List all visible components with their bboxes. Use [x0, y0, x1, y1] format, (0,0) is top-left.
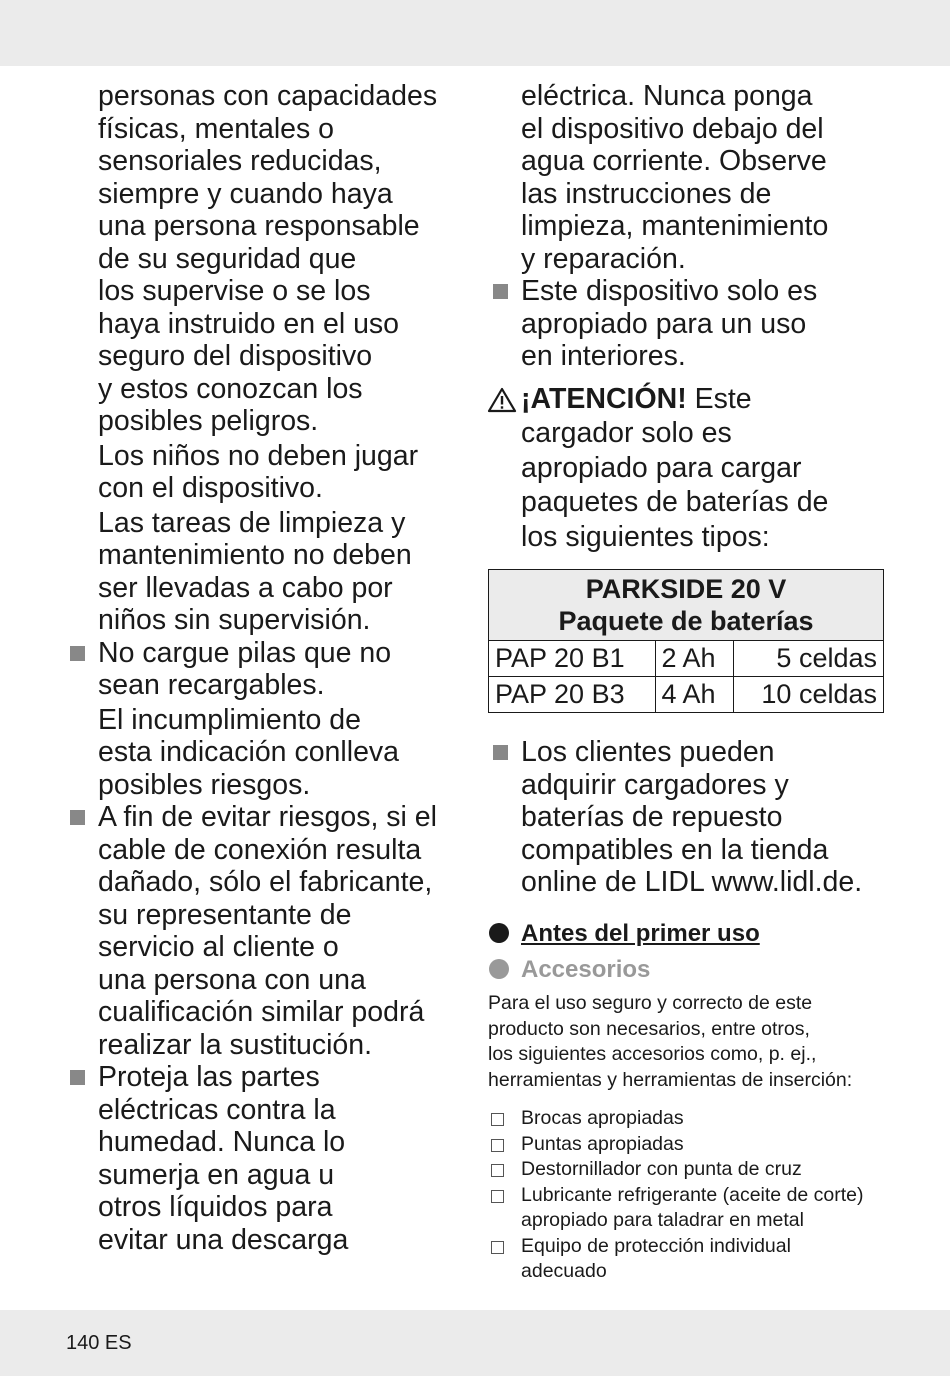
left-column — [98, 80, 470, 1256]
continuation-paragraph: eléctrica. Nunca ponga el dispositivo debajo del agua corriente. Observe las instrucciones de limpieza, mantenimiento y reparación. — [521, 80, 829, 275]
table-row — [489, 677, 884, 713]
checkbox-square-icon — [491, 1139, 504, 1152]
battery-table — [488, 569, 884, 713]
model-cell: PAP 20 B3 — [489, 677, 656, 713]
square-bullet-icon — [70, 646, 85, 661]
square-bullet-icon — [70, 810, 85, 825]
square-bullet-icon — [493, 284, 508, 299]
gray-dot-icon — [489, 959, 509, 979]
bottom-band — [0, 1310, 950, 1376]
checkbox-square-icon — [491, 1241, 504, 1254]
list-item: Puntas apropiadas — [521, 1132, 901, 1158]
cells-cell: 5 celdas — [733, 641, 883, 677]
table-header-cell: PARKSIDE 20 V Paquete de baterías — [489, 570, 884, 641]
accessories-intro: Para el uso seguro y correcto de este producto son necesarios, entre otros, los siguientes accesorios como, p. ej., herramientas y herramientas de inserción: — [488, 992, 853, 1091]
list-item: Equipo de protección individual adecuado — [521, 1234, 901, 1285]
right-column — [521, 80, 901, 554]
non-compliance-paragraph: El incumplimiento de esta indicación conlleva posibles riesgos. — [98, 703, 400, 801]
black-dot-icon — [489, 923, 509, 943]
square-bullet-icon — [70, 1070, 85, 1085]
right-column-lower — [521, 736, 901, 899]
children-play-paragraph: Los niños no deben jugar con el dispositivo. — [98, 439, 419, 504]
cells-cell: 10 celdas — [733, 677, 883, 713]
table-row — [489, 641, 884, 677]
page-number: 140 ES — [66, 1332, 132, 1354]
list-item: Lubricante refrigerante (aceite de corte) apropiado para taladrar en metal — [521, 1183, 901, 1234]
intro-paragraph: personas con capacidades físicas, mentales o sensoriales reducidas, siempre y cuando haya una persona responsable de su seguridad que los supervise o se los haya instruido en el uso seguro del dispositivo y estos conozcan los posibles peligros. — [98, 80, 438, 437]
list-item: Destornillador con punta de cruz — [521, 1157, 901, 1183]
square-bullet-icon — [493, 745, 508, 760]
capacity-cell: 2 Ah — [655, 641, 733, 677]
bullet-humidity: Proteja las partes eléctricas contra la humedad. Nunca lo sumerja en agua u otros líquidos para evitar una descarga — [98, 1061, 470, 1256]
checkbox-square-icon — [491, 1164, 504, 1177]
bullet-non-rechargeable: No cargue pilas que no sean recargables. — [98, 637, 470, 702]
accessories-list — [521, 1106, 901, 1285]
subsection-heading: Accesorios — [521, 956, 650, 984]
cleaning-paragraph: Las tareas de limpieza y mantenimiento no deben ser llevadas a cabo por niños sin supervisión. — [98, 506, 412, 636]
warning-block: ¡ATENCIÓN! Este cargador solo es apropiado para cargar paquetes de baterías de los siguientes tipos: — [521, 382, 901, 555]
top-band — [0, 0, 950, 66]
bullet-damaged-cable: A fin de evitar riesgos, si el cable de conexión resulta dañado, sólo el fabricante, su representante de servicio al cliente o una persona con una cualificación similar podrá realizar la sustitución. — [98, 801, 470, 1061]
checkbox-square-icon — [491, 1113, 504, 1126]
warning-first-line: ¡ATENCIÓN! Este — [521, 382, 752, 415]
warning-label: ¡ATENCIÓN! — [521, 382, 687, 415]
checkbox-square-icon — [491, 1190, 504, 1203]
bullet-spare-parts: Los clientes pueden adquirir cargadores y baterías de repuesto compatibles en la tienda online de LIDL www.lidl.de. — [521, 736, 901, 899]
capacity-cell: 4 Ah — [655, 677, 733, 713]
model-cell: PAP 20 B1 — [489, 641, 656, 677]
warning-triangle-icon — [487, 387, 517, 413]
table-header-row — [489, 570, 884, 641]
list-item: Brocas apropiadas — [521, 1106, 901, 1132]
bullet-indoor-use: Este dispositivo solo es apropiado para un uso en interiores. — [521, 275, 901, 373]
section-heading: Antes del primer uso — [521, 920, 760, 948]
